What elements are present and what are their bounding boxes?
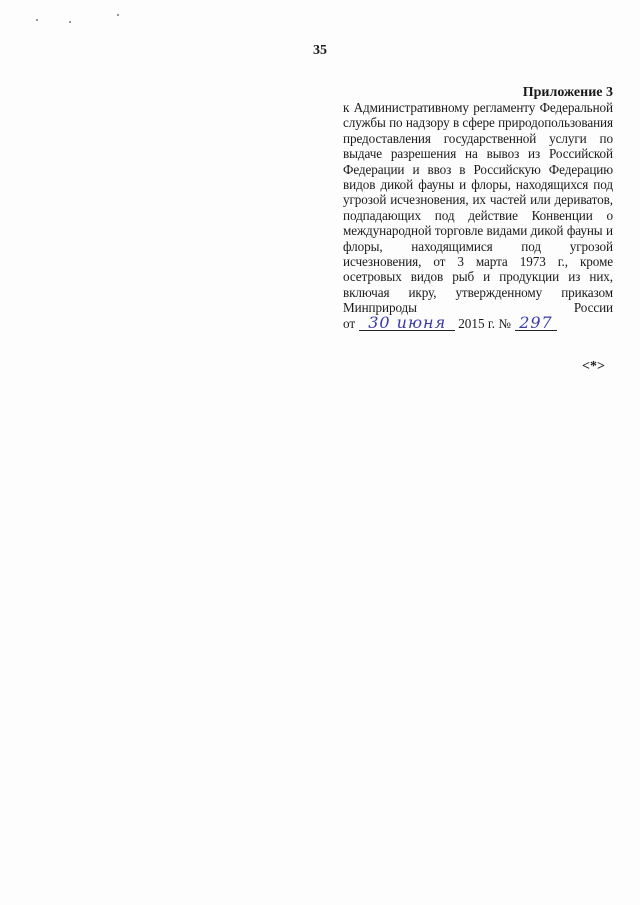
approval-line	[343, 312, 613, 332]
footnote-mark: <*>	[582, 359, 605, 374]
appendix-block	[343, 85, 613, 332]
approval-prefix: от	[343, 315, 356, 331]
approval-year: 2015 г. №	[458, 315, 511, 331]
page-number: 35	[313, 43, 327, 58]
handwritten-date: 30 июня	[359, 316, 455, 331]
scan-speck	[117, 14, 119, 16]
handwritten-order-number: 297	[515, 316, 557, 331]
scan-speck	[36, 19, 38, 21]
scan-speck	[69, 21, 71, 23]
appendix-title: Приложение 3	[522, 85, 613, 100]
appendix-body: к Административному регламенту Федеральной службы по надзору в сфере природопользования предоставления государственной услуги по выдаче разрешения на вывоз из Российской Федерации и ввоз в Российскую Федерацию видов дикой фауны и флоры, находящихся под угрозой исчезновения, их частей или дериватов, подпадающих под действие Конвенции о международной торговле видами дикой фауны и флоры, находящимися под угрозой исчезновения, от 3 марта 1973 г., кроме осетровых видов рыб и продукции из них, включая икру, утвержденному приказом Минприроды России	[343, 100, 613, 316]
